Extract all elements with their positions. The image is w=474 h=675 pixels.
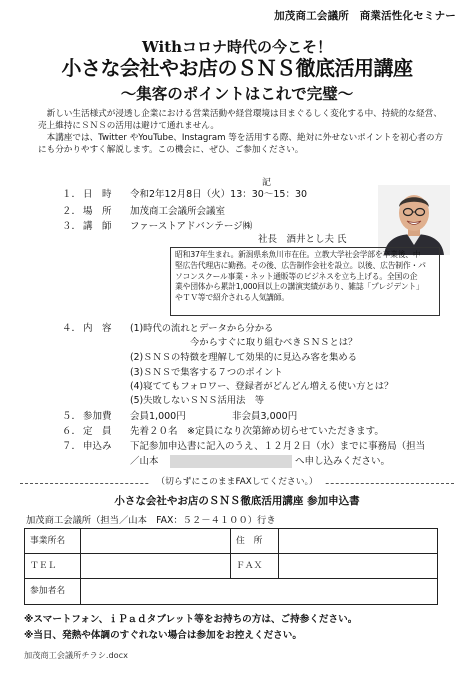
- detail-label: 講 師: [83, 221, 112, 232]
- note-bring-device: ※スマートフォン、ｉＰａｄタブレット等をお持ちの方は、ご持参ください。: [24, 614, 358, 625]
- fee-member: 会員1,000円: [130, 411, 186, 422]
- detail-label: 場 所: [83, 206, 112, 217]
- cut-instruction: [0, 477, 474, 488]
- lecturer-photo: [378, 185, 450, 255]
- tel-label: ＴＥＬ: [25, 554, 81, 579]
- detail-value: 令和2年12月8日（火）13：30～15：30: [130, 189, 308, 200]
- detail-number: ７．: [62, 441, 82, 452]
- cut-instruction-text: （切らずにこのままFAXしてください。）: [150, 477, 323, 487]
- form-title: 小さな会社やお店のＳＮＳ徹底活用講座 参加申込書: [114, 495, 360, 507]
- attendee-field[interactable]: [81, 579, 438, 605]
- form-addressee: 加茂商工会議所（担当／山本 FAX：５２－４１００）行き: [26, 515, 276, 526]
- detail-number: １．: [62, 189, 82, 200]
- company-label: 事業所名: [25, 529, 81, 554]
- fax-label: ＦＡＸ: [231, 554, 279, 579]
- organizer-header: 加茂商工会議所 商業活性化セミナー: [274, 10, 456, 22]
- attendee-label: 参加者名: [25, 579, 81, 605]
- content-item: (4)寝ててもフォロワー、登録者がどんどん増える使い方とは？: [130, 381, 394, 392]
- detail-number: ３．: [62, 221, 82, 232]
- address-label: 住 所: [231, 529, 279, 554]
- profile-line: 業や団体から累計1,000回以上の講演実績があり、雑誌「プレジデント」: [175, 282, 424, 292]
- detail-number: ６．: [62, 426, 82, 437]
- intro-paragraph-1: 新しい生活様式が浸透し企業における営業活動や経営環境は目まぐるしく変化する中、持続的な経営、売上維持にＳＮＳの活用は避けて通れません。: [38, 109, 442, 131]
- profile-line: 堅広告代理店に勤務。その後、広告制作会社を設立。以後、広告制作・パ: [175, 260, 426, 270]
- detail-value: 先着２０名 ※定員になり次第締め切らせていただきます。: [130, 426, 384, 437]
- main-title: 小さな会社やお店のＳＮＳ徹底活用講座: [61, 56, 413, 80]
- detail-number: ２．: [62, 206, 82, 217]
- profile-line: 昭和37年生まれ。新潟県糸魚川市在住。立教大学社会学部を卒業後、中: [175, 250, 421, 259]
- detail-label: 内 容: [83, 323, 112, 334]
- content-item: 今からすぐに取り組むべきＳＮＳとは？: [190, 337, 358, 348]
- application-form-table: [24, 528, 438, 605]
- intro-text: [38, 108, 450, 156]
- apply-line-2b: へ申し込みください。: [295, 456, 391, 467]
- content-item: (5)失敗しないＳＮＳ活用法 等: [130, 395, 265, 406]
- detail-label: 申込み: [83, 441, 112, 452]
- detail-value: 加茂商工会議所会議室: [130, 206, 226, 217]
- subtitle: ～集客のポイントはこれで完璧～: [120, 84, 354, 103]
- apply-line-1: 下記参加申込書に記入のうえ、１２月２日（水）までに事務局（担当: [130, 441, 426, 452]
- address-field[interactable]: [279, 529, 438, 554]
- lecturer-company: ファーストアドバンテージ㈱: [130, 221, 253, 232]
- detail-number: ５．: [62, 411, 82, 422]
- profile-line: ソコンスクール事業・ネット通販等のビジネスを立ち上げる。全国の企: [175, 271, 418, 281]
- note-health: ※当日、発熱や体調のすぐれない場合は参加をお控えください。: [24, 630, 302, 641]
- detail-number: ４．: [62, 323, 82, 334]
- detail-label: 定 員: [83, 426, 112, 437]
- profile-line: やＴＶ等で紹介される人気講師。: [175, 293, 289, 303]
- detail-label: 参加費: [83, 411, 112, 422]
- document-filename: 加茂商工会議所チラシ.docx: [24, 650, 129, 660]
- tel-field[interactable]: [81, 554, 231, 579]
- lecturer-portrait-icon: [378, 185, 450, 255]
- lecturer-name: 社長 酒井とし夫 氏: [258, 234, 347, 245]
- company-field[interactable]: [81, 529, 231, 554]
- detail-label: 日 時: [83, 189, 112, 200]
- fee-nonmember: 非会員3,000円: [232, 411, 298, 422]
- title-line-1: Withコロナ時代の今こそ！: [141, 38, 333, 56]
- content-item: (1)時代の流れとデータから分かる: [130, 323, 274, 334]
- apply-line-2a: ／山本: [130, 456, 159, 467]
- lecturer-profile-box: [170, 247, 440, 316]
- redacted-block: [170, 455, 292, 468]
- content-item: (3)ＳＮＳで集客する７つのポイント: [130, 367, 283, 378]
- content-item: (2)ＳＮＳの特徴を理解して効果的に見込み客を集める: [130, 352, 357, 363]
- ki-label: 記: [262, 178, 272, 188]
- intro-paragraph-2: 本講座では、Twitter やYouTube、Instagram 等を活用する際、絶対に外せないポイントを初心者の方にも分かりやすく解説します。この機会に、ぜひ、ご参加ください。: [38, 133, 444, 155]
- fax-field[interactable]: [279, 554, 438, 579]
